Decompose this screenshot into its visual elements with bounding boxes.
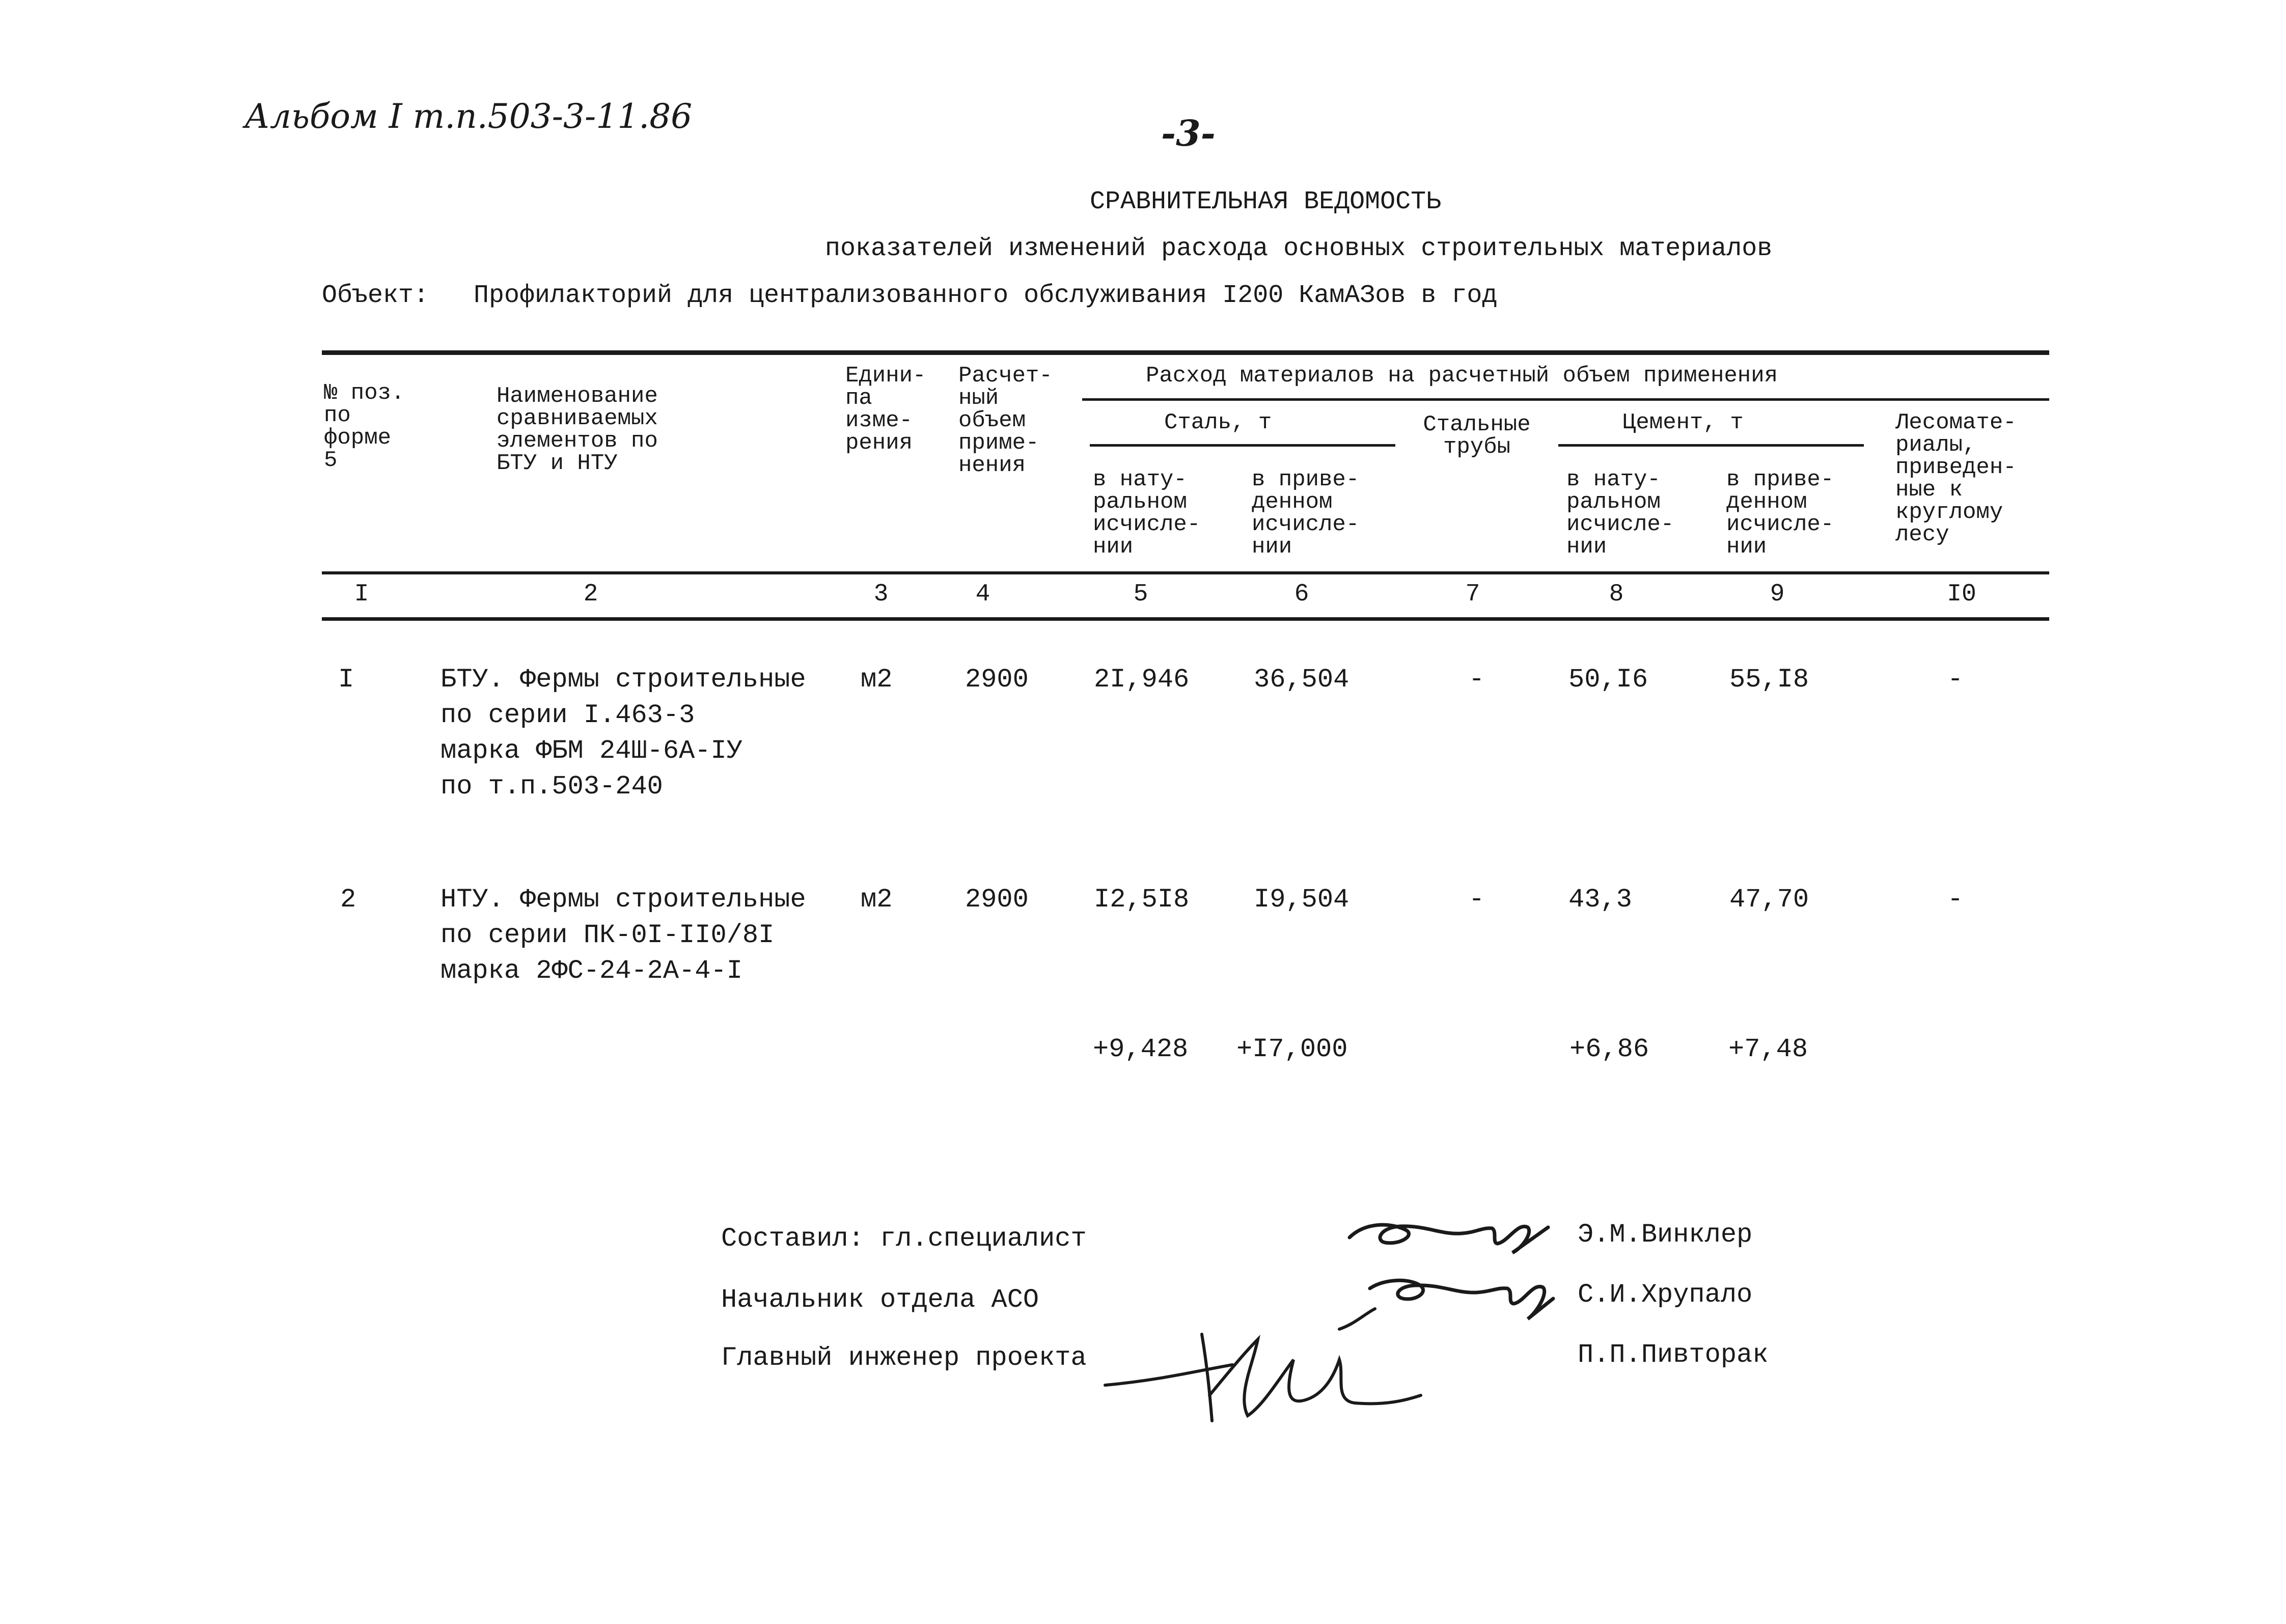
header-steel: Сталь, т xyxy=(1164,410,1272,435)
col-number: I xyxy=(354,581,369,608)
row2-cement-reduced: 47,70 xyxy=(1729,885,1809,915)
row1-pos: I xyxy=(338,665,354,695)
signature-winkler xyxy=(1344,1207,1558,1263)
row2-pipes: - xyxy=(1469,885,1485,915)
row1-name: БТУ. Фермы строительные по серии I.463-3 марка ФБМ 24Ш-6А-IУ по т.п.503-240 xyxy=(440,665,806,802)
row2-unit: м2 xyxy=(861,885,893,915)
diff-cement-reduced: +7,48 xyxy=(1728,1034,1808,1064)
col-number: 6 xyxy=(1294,581,1309,608)
row1-cement-natural: 50,I6 xyxy=(1568,665,1648,695)
diff-steel-natural: +9,428 xyxy=(1093,1034,1189,1064)
header-steel-natural: в нату- ральном исчисле- нии xyxy=(1093,467,1201,560)
row1-pipes: - xyxy=(1469,665,1485,695)
row2-timber: - xyxy=(1947,885,1964,915)
page-number: -3- xyxy=(1161,112,1216,154)
signatory-role: Главный инженер проекта xyxy=(721,1343,1087,1373)
header-volume: Расчет- ный объем приме- нения xyxy=(958,363,1053,478)
document-title: СРАВНИТЕЛЬНАЯ ВЕДОМОСТЬ xyxy=(1090,187,1442,216)
row1-timber: - xyxy=(1947,665,1964,695)
header-cement-natural: в нату- ральном исчисле- нии xyxy=(1566,467,1674,560)
header-cement-reduced: в приве- денном исчисле- нии xyxy=(1726,467,1834,560)
signatory-name: С.И.Хрупало xyxy=(1578,1280,1753,1310)
row1-volume: 2900 xyxy=(965,665,1029,695)
signatory-name: П.П.Пивторак xyxy=(1578,1340,1769,1370)
row1-steel-natural: 2I,946 xyxy=(1094,665,1190,695)
col-number: 8 xyxy=(1609,581,1624,608)
diff-steel-reduced: +I7,000 xyxy=(1236,1034,1348,1064)
cement-rule xyxy=(1558,444,1864,447)
header-pipes: Стальные трубы xyxy=(1423,412,1531,460)
signatory-role: Составил: гл.специалист xyxy=(721,1224,1087,1254)
row2-name: НТУ. Фермы строительные по серии ПК-0I-II0/8I марка 2ФС-24-2А-4-I xyxy=(440,885,806,986)
col-number: 9 xyxy=(1770,581,1785,608)
signature-pivtorak xyxy=(1100,1304,1426,1436)
row2-steel-reduced: I9,504 xyxy=(1254,885,1349,915)
col-number: 5 xyxy=(1133,581,1148,608)
header-consumption: Расход материалов на расчетный объем применения xyxy=(1146,363,1778,389)
steel-rule xyxy=(1090,444,1395,447)
header-bottom-rule xyxy=(322,571,2049,574)
col-number: 4 xyxy=(975,581,990,608)
table-top-rule xyxy=(322,350,2049,355)
object-label: Объект: xyxy=(322,281,429,310)
album-reference: Альбом I т.п.503-3-11.86 xyxy=(244,97,693,136)
col-number: 2 xyxy=(583,581,598,608)
signatory-role: Начальник отдела АСО xyxy=(721,1285,1039,1315)
header-timber: Лесомате- риалы, приведен- ные к круглому лесу xyxy=(1895,410,2017,547)
consumption-rule xyxy=(1082,398,2049,401)
col-number: 3 xyxy=(873,581,889,608)
header-cement: Цемент, т xyxy=(1622,410,1744,435)
row2-pos: 2 xyxy=(340,885,356,915)
diff-cement-natural: +6,86 xyxy=(1569,1034,1649,1064)
object-value: Профилакторий для централизованного обслуживания I200 КамАЗов в год xyxy=(474,281,1498,310)
col-numbers-rule xyxy=(322,617,2049,621)
signatory-name: Э.М.Винклер xyxy=(1578,1220,1753,1250)
header-pos: № поз. по форме 5 xyxy=(324,380,405,473)
col-number: 7 xyxy=(1465,581,1480,608)
row1-unit: м2 xyxy=(861,665,893,695)
row1-steel-reduced: 36,504 xyxy=(1254,665,1349,695)
header-unit: Едини- па изме- рения xyxy=(845,363,926,456)
row1-cement-reduced: 55,I8 xyxy=(1729,665,1809,695)
header-steel-reduced: в приве- денном исчисле- нии xyxy=(1252,467,1360,560)
row2-cement-natural: 43,3 xyxy=(1568,885,1632,915)
document-subtitle: показателей изменений расхода основных строительных материалов xyxy=(825,234,1773,263)
row2-steel-natural: I2,5I8 xyxy=(1094,885,1190,915)
row2-volume: 2900 xyxy=(965,885,1029,915)
header-name: Наименование сравниваемых элементов по БТУ и НТУ xyxy=(497,383,658,476)
col-number: I0 xyxy=(1947,581,1976,608)
